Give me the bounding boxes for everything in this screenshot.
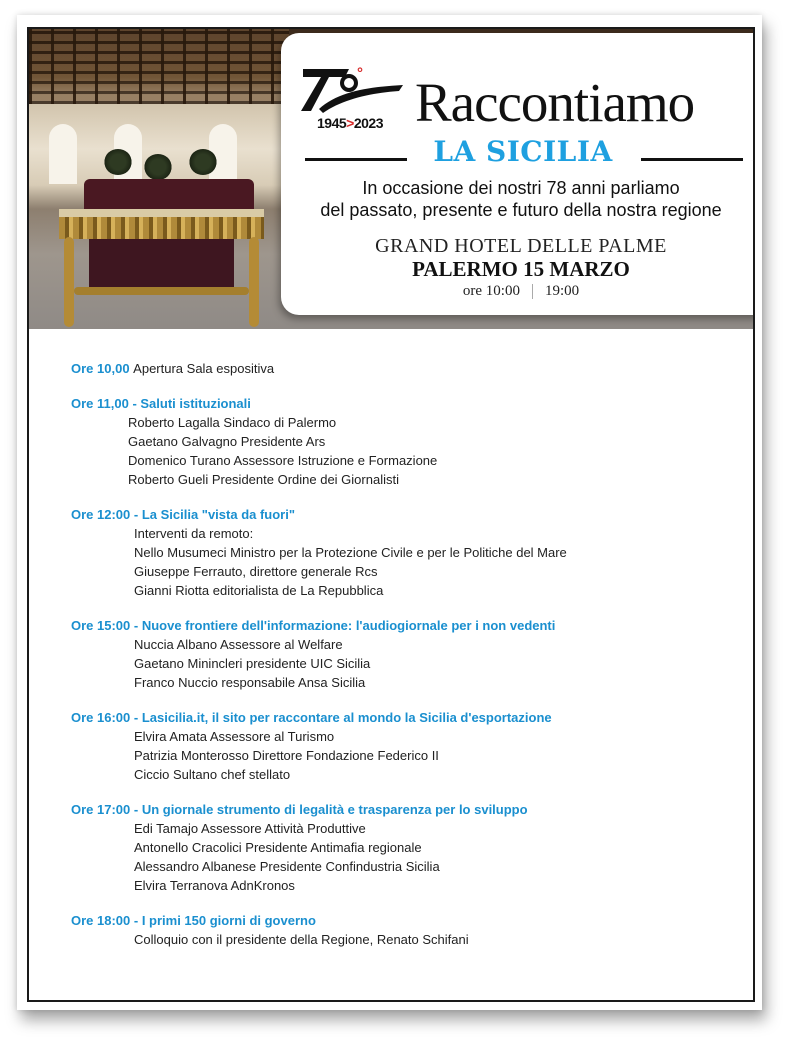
program-item-header: Ore 16:00 - Lasicilia.it, il sito per raccontare al mondo la Sicilia d'esportazione — [71, 710, 552, 725]
logo-years — [317, 115, 383, 131]
event-hours — [281, 283, 753, 300]
speaker-line: Elvira Terranova AdnKronos — [134, 878, 295, 893]
hours-end: 19:00 — [544, 283, 580, 299]
program-item — [71, 359, 741, 378]
program-item — [71, 708, 741, 784]
speaker-line: Gaetano Galvagno Presidente Ars — [128, 434, 326, 449]
program-item-header: Ore 12:00 - La Sicilia "vista da fuori" — [71, 507, 296, 522]
speaker-line: Roberto Lagalla Sindaco di Palermo — [128, 415, 337, 430]
title-rule-right — [641, 158, 743, 161]
plant — [104, 149, 132, 175]
gilded-console-table — [59, 209, 264, 327]
program-item — [71, 505, 741, 600]
anniversary-logo — [299, 65, 409, 135]
speaker-line: Domenico Turano Assessore Istruzione e Formazione — [128, 453, 438, 468]
city-date: PALERMO 15 MARZO — [412, 257, 630, 281]
speaker-line: Ciccio Sultano chef stellato — [134, 767, 291, 782]
speaker-line: Colloquio con il presidente della Regione, Renato Schifani — [134, 932, 469, 947]
venue: GRAND HOTEL DELLE PALME — [375, 235, 667, 257]
logo-degree: ° — [357, 65, 363, 82]
plant — [189, 149, 217, 175]
program-item-header — [71, 359, 741, 378]
program-item — [71, 800, 741, 895]
title-rule-left — [305, 158, 407, 161]
plant — [144, 154, 172, 180]
program-item-header: Ore 17:00 - Un giornale strumento di legalità e trasparenza per lo sviluppo — [71, 802, 528, 817]
event-subtitle: LA SICILIA — [433, 135, 613, 168]
program-item-header: Ore 18:00 - I primi 150 giorni di governo — [71, 913, 316, 928]
program-item — [71, 616, 741, 692]
program-item-header: Ore 15:00 - Nuove frontiere dell'informazione: l'audiogiornale per i non vedenti — [71, 618, 556, 633]
tagline-line-1: In occasione dei nostri 78 anni parliamo — [362, 178, 680, 198]
year-end: 2023 — [353, 115, 383, 131]
speaker-line: Roberto Gueli Presidente Ordine dei Giornalisti — [128, 472, 399, 487]
speaker-line: Giuseppe Ferrauto, direttore generale Rcs — [134, 564, 378, 579]
year-arrow: > — [346, 115, 354, 131]
program-item-header: Ore 11,00 - Saluti istituzionali — [71, 396, 251, 411]
seventy-eight-logo-icon — [299, 65, 409, 120]
speaker-line: Gianni Riotta editorialista de La Repubblica — [134, 583, 384, 598]
event-flyer — [27, 27, 755, 1002]
speaker-line: Patrizia Monterosso Direttore Fondazione Federico II — [134, 748, 439, 763]
program-title: Apertura Sala espositiva — [133, 361, 275, 376]
program-item — [71, 911, 741, 949]
speaker-line: Edi Tamajo Assessore Attività Produttive — [134, 821, 366, 836]
speaker-line: Nello Musumeci Ministro per la Protezione Civile e per le Politiche del Mare — [134, 545, 567, 560]
window — [49, 124, 77, 184]
year-start: 1945 — [317, 115, 347, 131]
coffered-ceiling — [29, 29, 289, 104]
program-item — [71, 394, 741, 489]
tagline-line-2: del passato, presente e futuro della nostra regione — [320, 200, 722, 220]
title-card — [281, 33, 753, 315]
speaker-line: Franco Nuccio responsabile Ansa Sicilia — [134, 675, 366, 690]
speaker-line: Alessandro Albanese Presidente Confindustria Sicilia — [134, 859, 440, 874]
hours-separator — [532, 284, 533, 299]
event-title: Raccontiamo — [415, 72, 695, 133]
program-list — [71, 359, 741, 965]
hotel-hall-photo — [29, 29, 753, 329]
speaker-line: Interventi da remoto: — [134, 526, 254, 541]
hours-start: ore 10:00 — [462, 283, 520, 299]
speaker-line: Gaetano Minincleri presidente UIC Sicilia — [134, 656, 371, 671]
speaker-line: Nuccia Albano Assessore al Welfare — [134, 637, 343, 652]
tagline — [281, 177, 753, 221]
speaker-line: Elvira Amata Assessore al Turismo — [134, 729, 335, 744]
speaker-line: Antonello Cracolici Presidente Antimafia regionale — [134, 840, 422, 855]
program-time: Ore 10,00 — [71, 361, 130, 376]
